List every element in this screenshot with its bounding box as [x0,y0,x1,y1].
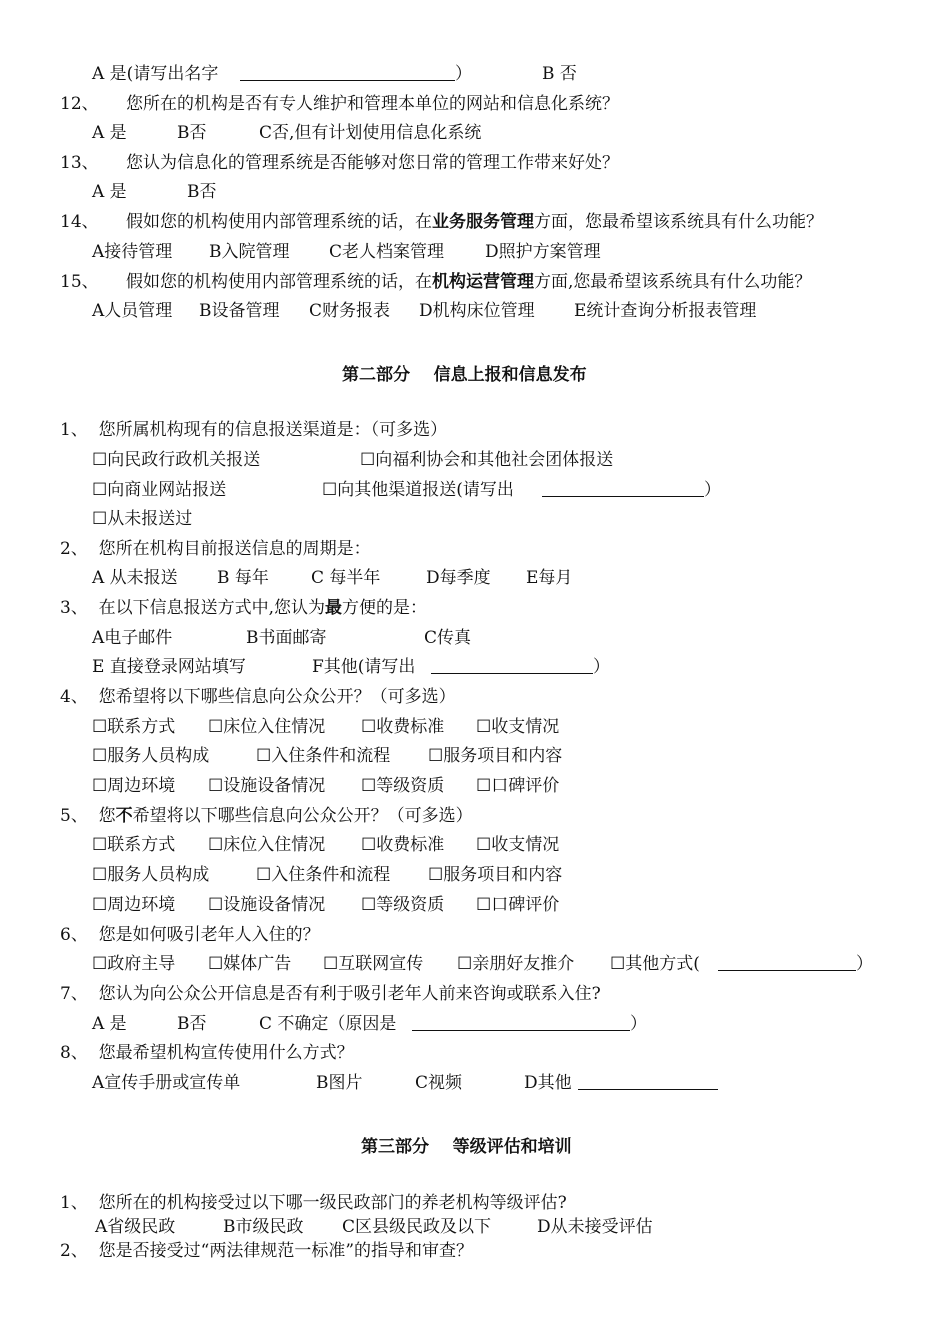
q15-number: 15、 [60,272,99,292]
p2-q3-close-paren: ） [593,657,610,677]
p2-q2-option-c: C 每半年 [311,568,381,588]
p2-q4-option[interactable]: ☐设施设备情况 [208,776,326,796]
q13-number: 13、 [60,153,99,173]
q11-close-paren: ） [455,64,472,84]
p2-q8-option-a: A宣传手册或宣传单 [92,1073,241,1093]
p2-q8-option-c: C视频 [415,1073,463,1093]
q13-option-a: A 是 [92,182,127,202]
p2-q4-option[interactable]: ☐收费标准 [361,717,445,737]
p2-q2-question: 2、 您所在机构目前报送信息的周期是： [60,539,371,559]
p2-q4-question: 4、 您希望将以下哪些信息向公众公开？（可多选） [60,687,456,707]
p2-q3-option-e: E 直接登录网站填写 [92,657,246,677]
p2-q4-option[interactable]: ☐等级资质 [361,776,445,796]
p2-q6-close-paren: ） [856,954,873,974]
part3-heading: 第三部分 等级评估和培训 [361,1137,572,1157]
p2-q6-question: 6、 您是如何吸引老年人入住的？ [60,925,320,945]
p2-q6-option[interactable]: ☐政府主导 [92,954,176,974]
q12-option-b: B否 [177,123,207,143]
q13-option-b: B否 [187,182,217,202]
p2-q2-option-a: A 从未报送 [92,568,178,588]
q11-option-a: A 是(请写出名字 [92,64,219,84]
p3-q2-question: 2、 您是否接受过“两法律规范一标准”的指导和审查？ [60,1241,474,1261]
q15-option-d: D机构床位管理 [419,301,535,321]
p2-q8-question: 8、 您最希望机构宣传使用什么方式？ [60,1043,354,1063]
part2-heading: 第二部分 信息上报和信息发布 [342,365,587,385]
p3-q1-option-c: C区县级民政及以下 [342,1217,492,1237]
p2-q6-other-blank[interactable] [718,954,856,971]
p3-q1-option-b: B市级民政 [223,1217,304,1237]
p2-q4-option[interactable]: ☐口碑评价 [476,776,560,796]
p2-q4-option[interactable]: ☐入住条件和流程 [256,746,391,766]
q12-option-c: C否,但有计划使用信息化系统 [259,123,482,143]
p3-q1-option-d: D从未接受评估 [537,1217,653,1237]
q15-option-a: A人员管理 [92,301,173,321]
q14-option-d: D照护方案管理 [485,242,601,262]
p2-q5-option[interactable]: ☐收支情况 [476,835,560,855]
p2-q6-option[interactable]: ☐互联网宣传 [323,954,424,974]
p2-q8-other-blank[interactable] [578,1073,718,1090]
q15-option-c: C财务报表 [309,301,391,321]
p2-q7-option-b: B否 [177,1014,207,1034]
p2-q4-option[interactable]: ☐服务项目和内容 [428,746,563,766]
q14-option-c: C老人档案管理 [329,242,445,262]
p2-q5-option[interactable]: ☐入住条件和流程 [256,865,391,885]
p2-q1-question: 1、 您所属机构现有的信息报送渠道是：（可多选） [60,420,448,440]
p2-q5-question: 5、 您不希望将以下哪些信息向公众公开？（可多选） [60,806,473,826]
q15-option-b: B设备管理 [199,301,280,321]
q12-number: 12、 [60,94,99,114]
p2-q5-option[interactable]: ☐等级资质 [361,895,445,915]
p2-q5-option[interactable]: ☐床位入住情况 [208,835,326,855]
p2-q1-other-blank[interactable] [542,480,704,497]
p2-q6-option[interactable]: ☐其他方式( [610,954,700,974]
p2-q6-option[interactable]: ☐亲朋好友推介 [457,954,575,974]
p2-q2-option-b: B 每年 [217,568,269,588]
q11-name-blank[interactable] [240,64,455,81]
p2-q1-option-3[interactable]: ☐向商业网站报送 [92,480,227,500]
p2-q5-option[interactable]: ☐服务人员构成 [92,865,210,885]
p2-q5-option[interactable]: ☐服务项目和内容 [428,865,563,885]
p2-q3-question: 3、 在以下信息报送方式中,您认为最方便的是： [60,598,428,618]
q15-question: 假如您的机构使用内部管理系统的话，在机构运营管理方面,您最希望该系统具有什么功能？ [126,272,812,292]
p2-q5-option[interactable]: ☐联系方式 [92,835,176,855]
p2-q7-question: 7、 您认为向公众公开信息是否有利于吸引老年人前来咨询或联系入住? [60,984,601,1004]
p2-q6-option[interactable]: ☐媒体广告 [208,954,292,974]
p2-q1-option-1[interactable]: ☐向民政行政机关报送 [92,450,261,470]
q11-option-b: B 否 [542,64,577,84]
p2-q4-option[interactable]: ☐服务人员构成 [92,746,210,766]
p2-q1-close-paren: ） [704,480,721,500]
p2-q5-option[interactable]: ☐收费标准 [361,835,445,855]
p2-q5-option[interactable]: ☐设施设备情况 [208,895,326,915]
p2-q3-option-f: F其他(请写出 [312,657,416,677]
p2-q1-option-4[interactable]: ☐向其他渠道报送(请写出 [322,480,514,500]
q12-option-a: A 是 [92,123,127,143]
p2-q7-option-c: C 不确定（原因是 [259,1014,397,1034]
q15-option-e: E统计查询分析报表管理 [574,301,757,321]
q13-question: 您认为信息化的管理系统是否能够对您日常的管理工作带来好处？ [126,153,619,173]
p2-q8-option-d: D其他 [524,1073,572,1093]
p2-q3-other-blank[interactable] [431,657,593,674]
p2-q1-option-5[interactable]: ☐从未报送过 [92,509,193,529]
p2-q4-option[interactable]: ☐联系方式 [92,717,176,737]
p2-q2-option-e: E每月 [526,568,573,588]
p2-q7-option-a: A 是 [92,1014,127,1034]
p2-q2-option-d: D每季度 [426,568,491,588]
p3-q1-question: 1、 您所在的机构接受过以下哪一级民政部门的养老机构等级评估? [60,1193,567,1213]
p2-q3-option-a: A电子邮件 [92,628,173,648]
p2-q4-option[interactable]: ☐周边环境 [92,776,176,796]
p3-q1-option-a: A省级民政 [95,1217,176,1237]
q14-question: 假如您的机构使用内部管理系统的话，在业务服务管理方面，您最希望该系统具有什么功能？ [126,212,823,232]
q14-option-b: B入院管理 [209,242,290,262]
p2-q7-reason-blank[interactable] [412,1014,630,1031]
p2-q5-option[interactable]: ☐周边环境 [92,895,176,915]
p2-q4-option[interactable]: ☐收支情况 [476,717,560,737]
q14-number: 14、 [60,212,99,232]
p2-q3-option-b: B书面邮寄 [246,628,327,648]
q14-option-a: A接待管理 [92,242,173,262]
q12-question: 您所在的机构是否有专人维护和管理本单位的网站和信息化系统？ [126,94,619,114]
p2-q1-option-2[interactable]: ☐向福利协会和其他社会团体报送 [360,450,614,470]
p2-q5-option[interactable]: ☐口碑评价 [476,895,560,915]
p2-q7-close-paren: ） [630,1014,647,1034]
p2-q4-option[interactable]: ☐床位入住情况 [208,717,326,737]
p2-q3-option-c: C传真 [424,628,472,648]
p2-q8-option-b: B图片 [316,1073,363,1093]
